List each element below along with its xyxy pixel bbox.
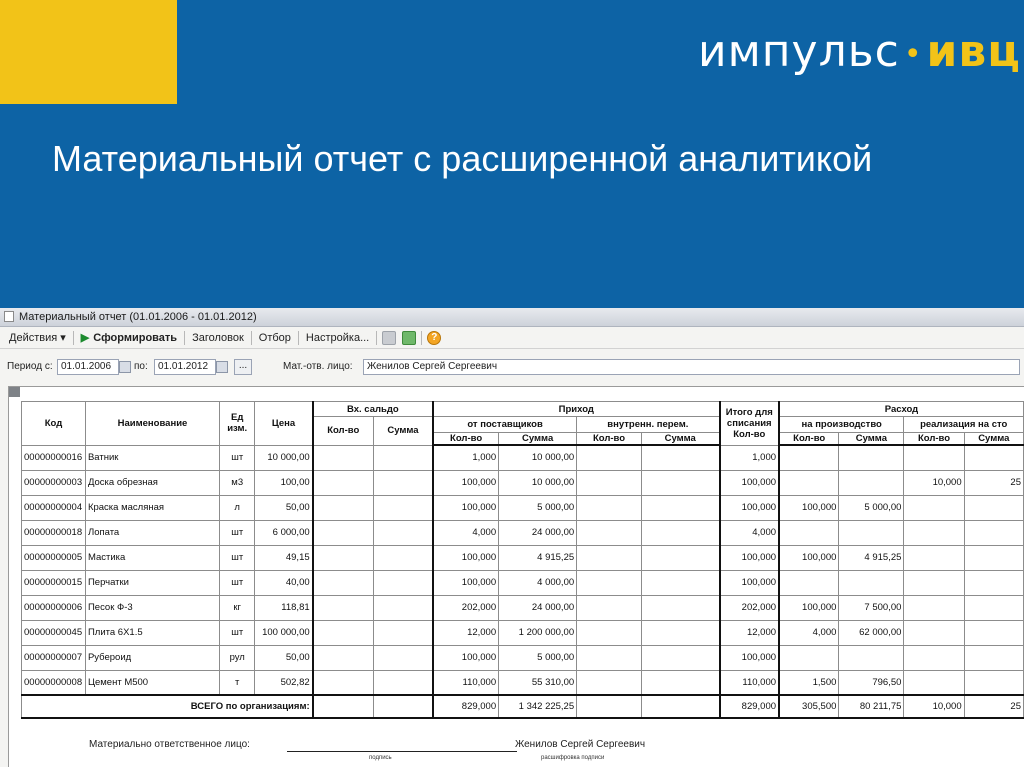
cell-code: 00000000007 [22,645,86,670]
cell-supplier-sum: 24 000,00 [499,520,577,545]
actions-menu[interactable]: Действия ▾ [9,331,66,344]
cell-supplier-sum: 55 310,00 [499,670,577,695]
cell-internal-qty [577,670,642,695]
cell-total-qty: 12,000 [720,620,780,645]
supplier-qty-header: Кол-во [433,433,499,446]
cell-code: 00000000005 [22,545,86,570]
toolbar-separator [184,331,185,345]
cell-production-sum [839,470,904,495]
col-unit-header: Ед изм. [220,402,255,446]
header-row [22,402,1024,417]
cell-production-sum [839,570,904,595]
cell-internal-qty [577,445,642,470]
cell-price: 100,00 [255,470,313,495]
signature-label: Материально ответственное лицо: [89,739,250,750]
cell-price: 50,00 [255,645,313,670]
sales-qty-header: Кол-во [904,433,964,446]
calendar-icon[interactable] [119,361,131,373]
period-to-label: по: [134,361,148,372]
cell-supplier-sum: 4 915,25 [499,545,577,570]
signature-name: Женилов Сергей Сергеевич [515,739,646,750]
sales-header: реализация на сто [904,417,1024,433]
window-title-bar [0,308,1024,327]
cell-opening-qty [313,495,374,520]
generate-button[interactable]: ▶ Сформировать [80,331,178,344]
cell-production-sum: 796,50 [839,670,904,695]
signature-caption: подпись [369,755,392,761]
table-row[interactable] [22,645,1024,670]
cell-internal-qty [577,495,642,520]
cell-supplier-qty: 100,000 [433,645,499,670]
sheet-corner [9,387,20,397]
table-row[interactable] [22,670,1024,695]
sales-sum-header: Сумма [964,433,1023,446]
play-icon: ▶ [80,332,90,344]
cell-sales-qty: 10,000 [904,470,964,495]
cell-opening-sum [373,595,433,620]
total-row [22,695,1024,718]
cell-sales-qty [904,595,964,620]
cell-internal-qty [577,595,642,620]
opening-sum-header: Сумма [373,417,433,446]
cell-internal-sum [641,645,719,670]
cell-name: Перчатки [85,570,219,595]
calendar-icon[interactable] [216,361,228,373]
cell-supplier-qty: 12,000 [433,620,499,645]
cell-opening-sum [373,620,433,645]
cell-internal-sum [641,595,719,620]
cell-unit: рул [220,645,255,670]
toolbar-separator [421,331,422,345]
cell-opening-qty [313,645,374,670]
cell-sales-sum [964,495,1023,520]
cell-production-qty [779,470,839,495]
cell-internal-sum [641,495,719,520]
table-row[interactable] [22,570,1024,595]
material-report-table [21,401,1024,719]
cell-supplier-qty: 100,000 [433,570,499,595]
cell-unit: кг [220,595,255,620]
cell-unit: м3 [220,470,255,495]
cell-production-qty: 100,000 [779,545,839,570]
cell-internal-qty [577,470,642,495]
signature-line [287,751,517,752]
report-window [0,308,1024,767]
cell-sales-qty [904,645,964,670]
to-production-header: на производство [779,417,904,433]
cell-unit: шт [220,545,255,570]
col-name-header: Наименование [85,402,219,446]
total-writeoff-header: Итого для списания Кол-во [720,402,780,446]
cell-internal-qty [577,545,642,570]
period-from-label: Период с: [7,361,53,372]
cell-unit: шт [220,570,255,595]
settings-button[interactable]: Настройка... [305,331,370,344]
cell-price: 40,00 [255,570,313,595]
cell-code: 00000000008 [22,670,86,695]
cell-opening-sum [373,570,433,595]
total-sales-qty: 10,000 [904,695,964,718]
table-row[interactable] [22,520,1024,545]
cell-code: 00000000006 [22,595,86,620]
total-supplier-qty: 829,000 [433,695,499,718]
table-row[interactable] [22,470,1024,495]
total-supplier-sum: 1 342 225,25 [499,695,577,718]
cell-supplier-sum: 10 000,00 [499,445,577,470]
cell-total-qty: 110,000 [720,670,780,695]
cell-price: 118,81 [255,595,313,620]
cell-total-qty: 100,000 [720,495,780,520]
cell-name: Краска масляная [85,495,219,520]
cell-price: 49,15 [255,545,313,570]
cell-name: Рубероид [85,645,219,670]
cell-unit: шт [220,445,255,470]
cell-supplier-qty: 1,000 [433,445,499,470]
cell-price: 50,00 [255,495,313,520]
dropdown-arrow-icon: ▾ [60,332,66,344]
cell-sales-qty [904,495,964,520]
cell-sales-sum [964,570,1023,595]
cell-sales-qty [904,445,964,470]
cell-sales-sum [964,620,1023,645]
cell-unit: т [220,670,255,695]
total-sales-sum: 25 [964,695,1023,718]
expense-header: Расход [779,402,1023,417]
cell-total-qty: 1,000 [720,445,780,470]
cell-code: 00000000018 [22,520,86,545]
cell-internal-sum [641,545,719,570]
opening-balance-header: Вх. сальдо [313,402,433,417]
cell-opening-sum [373,670,433,695]
cell-total-qty: 100,000 [720,470,780,495]
yellow-corner-block [0,0,177,104]
responsible-field[interactable]: Женилов Сергей Сергеевич [363,359,1020,375]
cell-code: 00000000045 [22,620,86,645]
cell-production-qty: 4,000 [779,620,839,645]
report-sheet [8,386,1024,767]
slide-header [0,0,1024,308]
cell-supplier-sum: 4 000,00 [499,570,577,595]
cell-internal-qty [577,620,642,645]
cell-unit: л [220,495,255,520]
cell-supplier-sum: 5 000,00 [499,645,577,670]
slide-title: Материальный отчет с расширенной аналитикой [52,138,873,179]
cell-production-sum: 4 915,25 [839,545,904,570]
cell-sales-sum [964,445,1023,470]
cell-production-sum [839,445,904,470]
cell-supplier-sum: 5 000,00 [499,495,577,520]
cell-production-sum: 5 000,00 [839,495,904,520]
production-sum-header: Сумма [839,433,904,446]
total-opening-qty [313,695,374,718]
cell-supplier-sum: 10 000,00 [499,470,577,495]
cell-internal-qty [577,570,642,595]
cell-unit: шт [220,620,255,645]
table-row[interactable] [22,620,1024,645]
filter-button[interactable]: Отбор [258,331,291,344]
toolbar-separator [298,331,299,345]
table-row[interactable] [22,445,1024,470]
toolbar-separator [376,331,377,345]
cell-opening-sum [373,445,433,470]
cell-supplier-qty: 4,000 [433,520,499,545]
cell-total-qty: 100,000 [720,545,780,570]
cell-production-qty [779,445,839,470]
cell-supplier-qty: 100,000 [433,495,499,520]
window-title: Материальный отчет (01.01.2006 - 01.01.2012) [19,311,257,323]
cell-name: Лопата [85,520,219,545]
cell-production-qty: 100,000 [779,595,839,620]
cell-code: 00000000016 [22,445,86,470]
total-opening-sum [373,695,433,718]
cell-production-qty [779,570,839,595]
cell-supplier-qty: 100,000 [433,470,499,495]
cell-production-sum [839,645,904,670]
cell-production-qty [779,520,839,545]
cell-opening-sum [373,470,433,495]
income-header: Приход [433,402,719,417]
cell-name: Плита 6Х1.5 [85,620,219,645]
total-label: ВСЕГО по организациям: [22,695,313,718]
cell-opening-sum [373,495,433,520]
cell-opening-qty [313,620,374,645]
col-price-header: Цена [255,402,313,446]
col-code-header: Код [22,402,86,446]
toolbar-separator [73,331,74,345]
help-icon[interactable]: ? [427,331,441,345]
table-row[interactable] [22,595,1024,620]
cell-supplier-qty: 202,000 [433,595,499,620]
cell-sales-sum [964,520,1023,545]
cell-opening-qty [313,520,374,545]
cell-sales-sum [964,595,1023,620]
date-from-field[interactable]: 01.01.2006 [57,359,119,375]
cell-total-qty: 4,000 [720,520,780,545]
production-qty-header: Кол-во [779,433,839,446]
cell-code: 00000000015 [22,570,86,595]
cell-opening-sum [373,520,433,545]
cell-sales-sum: 25 [964,470,1023,495]
cell-internal-sum [641,570,719,595]
save-icon[interactable] [402,331,416,345]
cell-opening-sum [373,645,433,670]
opening-qty-header: Кол-во [313,417,374,446]
cell-opening-qty [313,470,374,495]
date-to-field[interactable]: 01.01.2012 [154,359,216,375]
cell-sales-qty [904,620,964,645]
cell-supplier-qty: 110,000 [433,670,499,695]
toolbar-separator [251,331,252,345]
cell-price: 502,82 [255,670,313,695]
cell-opening-sum [373,545,433,570]
cell-sales-qty [904,670,964,695]
cell-opening-qty [313,545,374,570]
cell-internal-qty [577,645,642,670]
total-writeoff-qty: 829,000 [720,695,780,718]
cell-name: Доска обрезная [85,470,219,495]
signature-decode-caption: расшифровка подписи [541,755,605,761]
cell-internal-sum [641,670,719,695]
total-production-sum: 80 211,75 [839,695,904,718]
cell-production-qty [779,645,839,670]
select-period-button[interactable]: ... [234,359,252,375]
cell-price: 10 000,00 [255,445,313,470]
cell-unit: шт [220,520,255,545]
cell-sales-sum [964,545,1023,570]
cell-code: 00000000004 [22,495,86,520]
cell-supplier-sum: 1 200 000,00 [499,620,577,645]
supplier-sum-header: Сумма [499,433,577,446]
cell-production-qty: 100,000 [779,495,839,520]
cell-total-qty: 100,000 [720,570,780,595]
cell-opening-qty [313,445,374,470]
table-row[interactable] [22,495,1024,520]
cell-internal-sum [641,520,719,545]
cell-production-sum [839,520,904,545]
document-icon [4,311,14,322]
report-parameters [0,354,1024,380]
cell-sales-qty [904,520,964,545]
table-row[interactable] [22,545,1024,570]
internal-transfer-header: внутренн. перем. [577,417,720,433]
cell-production-sum: 7 500,00 [839,595,904,620]
cell-opening-qty [313,595,374,620]
cell-total-qty: 202,000 [720,595,780,620]
total-internal-sum [641,695,719,718]
total-production-qty: 305,500 [779,695,839,718]
cell-name: Цемент М500 [85,670,219,695]
cell-opening-qty [313,670,374,695]
internal-qty-header: Кол-во [577,433,642,446]
cell-sales-sum [964,645,1023,670]
cell-name: Мастика [85,545,219,570]
cell-supplier-sum: 24 000,00 [499,595,577,620]
cell-internal-sum [641,470,719,495]
print-icon[interactable] [382,331,396,345]
cell-price: 6 000,00 [255,520,313,545]
cell-name: Ватник [85,445,219,470]
toolbar [0,327,1024,349]
cell-sales-qty [904,545,964,570]
cell-price: 100 000,00 [255,620,313,645]
cell-production-qty: 1,500 [779,670,839,695]
cell-internal-qty [577,520,642,545]
cell-total-qty: 100,000 [720,645,780,670]
cell-sales-sum [964,670,1023,695]
internal-sum-header: Сумма [641,433,719,446]
cell-production-sum: 62 000,00 [839,620,904,645]
cell-name: Песок Ф-3 [85,595,219,620]
cell-sales-qty [904,570,964,595]
cell-internal-sum [641,620,719,645]
from-suppliers-header: от поставщиков [433,417,577,433]
cell-code: 00000000003 [22,470,86,495]
company-logo: импульс •ивц [698,26,1021,77]
cell-internal-sum [641,445,719,470]
cell-opening-qty [313,570,374,595]
header-button[interactable]: Заголовок [192,331,244,344]
total-internal-qty [577,695,642,718]
cell-supplier-qty: 100,000 [433,545,499,570]
responsible-label: Мат.-отв. лицо: [283,361,353,372]
